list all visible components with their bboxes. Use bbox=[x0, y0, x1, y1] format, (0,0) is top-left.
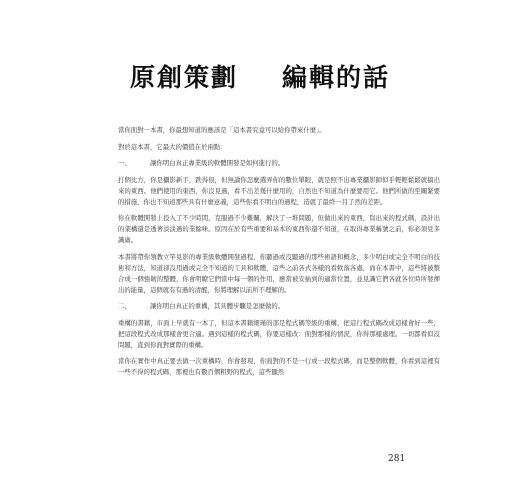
numbered-point bbox=[118, 158, 440, 169]
paragraph: 對於這本書，它最大的價值在於兩點： bbox=[118, 142, 227, 151]
title-editor-note: 編輯的話 bbox=[282, 63, 391, 92]
paragraph: 你在軟體開發上投入了不少時間，克服過不少難關，解決了一堆問題，但做出來的東西，寫出來的程式碼，設計出的架構還是透著淡淡過的業餘味。原因在於有些重要和基本的東西你還不知道，在取得專業稱號之前，你必須見多識廣。 bbox=[118, 214, 440, 244]
point-number: 一、 bbox=[118, 159, 131, 167]
page-title bbox=[0, 58, 520, 94]
point-text: 讓你明白真正專業級的軟體開發是如何進行的。 bbox=[150, 159, 285, 167]
title-original-planning: 原創策劃 bbox=[129, 63, 238, 92]
point-text: 讓你明白真正的重構，其具體步驟是怎麼做的。 bbox=[150, 302, 285, 310]
paragraph: 當你在實作中真正要去做一次重構時，你會發現，你面對的不是一行或一段程式碼，而是整個軟體，你看到這裡有一些不得的程式碼，那裡也有數百個粗野的程式，這些顯然 bbox=[118, 357, 440, 376]
paragraph: 重構的書籍，市面上早就有一本了，但這本書籍細瑾的部是程式碼等級的重構，把這行程式碼改成這樣會好一些，把這段程式改成那樣會更合適。遇到這樣的程式碼，你要這樣改：面對那樣的情況，你得那樣處理。一切都看似沒問題，直到你面對實際的重構。 bbox=[118, 318, 440, 349]
numbered-point bbox=[118, 301, 440, 312]
body-text bbox=[118, 125, 440, 384]
paragraph: 當你面對一本書，你最想知道的應該是「這本書究竟可以給你帶來什麼」。 bbox=[118, 126, 326, 134]
point-number: 二、 bbox=[118, 302, 131, 310]
paragraph: 本書將帶你領教立竿見影的專業級軟體開發過程，你聽過或沒聽過的那些術語和概念，多少明白或完全不明白的技術和方法，知道卻沒用過或完全不知道的工具和軟體，這些之前各式各樣的看軟落各處，而在本書中，這些將被整合成一個強韌的整體，你會明瞭它們當中每一個的作用，應當被安插到的適當位置，並見識它們各就各位時所發揮出的能量，這個就有有過的清醒，你將理解以前所不理解的。 bbox=[118, 252, 440, 294]
page-number: 281 bbox=[388, 454, 406, 464]
paragraph: 打個比方，你是攝影新手，跌得很，但無論你怎麼選弄你的數位單眼，就是照不出專業攝影師似乎輕輕鬆鬆就搞出來的東西。他們使用的東西，你沒見過，看不出差幾什麼用的，自然也不知道為什麼要用它。他們所做的至關緊要的措施，你也不知道那些具有什麼意義，這些你看不明白的過程，造就了最終一目了然的差距。 bbox=[118, 175, 440, 206]
